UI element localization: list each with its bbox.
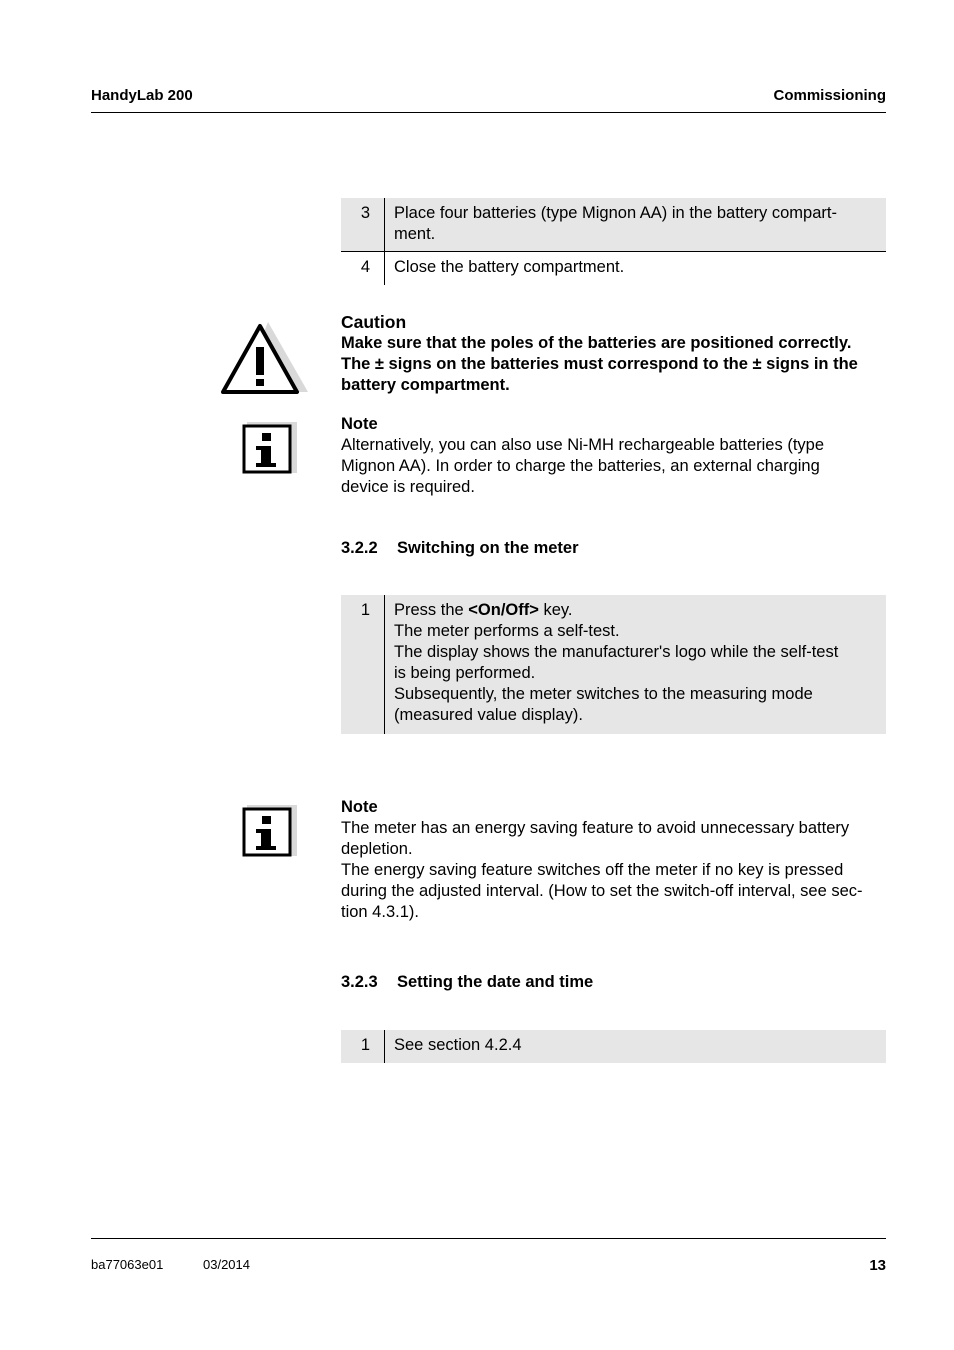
step-text: See section 4.2.4 — [394, 1036, 522, 1054]
note-text: The energy saving feature switches off the meter if no key is pressed — [341, 861, 844, 879]
info-icon — [242, 803, 298, 859]
note-text: Alternatively, you can also use Ni-MH rechargeable batteries (type — [341, 436, 825, 454]
step-number: 4 — [360, 258, 370, 276]
note-label: Note — [341, 798, 378, 816]
note-text: Mignon AA). In order to charge the batteries, an external charging — [341, 457, 820, 475]
info-icon — [242, 420, 298, 476]
step-text: Close the battery compartment. — [394, 258, 625, 276]
table-row — [341, 252, 886, 286]
steps-table-batteries — [341, 198, 886, 285]
step-text-first: Press the <On/Off> key. — [394, 601, 573, 619]
note-text: The meter has an energy saving feature to avoid unnecessary battery — [341, 819, 850, 837]
table-row — [341, 1030, 886, 1063]
warning-triangle-icon — [220, 318, 310, 398]
caution-text: battery compartment. — [341, 376, 510, 394]
key-name: <On/Off> — [468, 601, 539, 619]
footer-date: 03/2014 — [203, 1257, 250, 1272]
table-row — [341, 595, 886, 734]
step-text: (measured value display). — [394, 706, 583, 724]
page-number: 13 — [869, 1257, 886, 1274]
footer-doc-id: ba77063e01 — [91, 1257, 164, 1272]
note-block-batteries — [341, 414, 886, 498]
step-number: 3 — [360, 204, 370, 222]
caution-label: Caution — [341, 312, 407, 332]
note-text: device is required. — [341, 478, 475, 496]
section-title: Switching on the meter — [397, 539, 579, 557]
step-text: ment. — [394, 225, 436, 243]
section-heading-switching-on — [341, 539, 579, 558]
step-text: The display shows the manufacturer's logo while the self-test — [394, 643, 839, 661]
caution-block — [341, 312, 886, 396]
step-text: The meter performs a self-test. — [394, 622, 620, 640]
section-heading-date-time — [341, 973, 593, 992]
steps-table-switching-on — [341, 595, 886, 734]
table-row — [341, 198, 886, 252]
note-block-energy-saving — [341, 797, 886, 923]
section-title: Setting the date and time — [397, 973, 594, 991]
footer-rule — [91, 1238, 886, 1239]
section-number: 3.2.2 — [341, 539, 378, 557]
note-text: depletion. — [341, 840, 413, 858]
step-number: 1 — [360, 601, 370, 619]
section-number: 3.2.3 — [341, 973, 378, 991]
header-chapter: Commissioning — [773, 87, 886, 104]
caution-text: Make sure that the poles of the batteries are positioned correctly. — [341, 334, 852, 352]
note-text: tion 4.3.1). — [341, 903, 419, 921]
note-label: Note — [341, 415, 378, 433]
header-product: HandyLab 200 — [91, 87, 193, 104]
step-text: Place four batteries (type Mignon AA) in the battery compart- — [394, 204, 837, 222]
step-number: 1 — [360, 1036, 370, 1054]
note-text: during the adjusted interval. (How to set the switch-off interval, see sec- — [341, 882, 863, 900]
step-text: is being performed. — [394, 664, 536, 682]
step-text: Subsequently, the meter switches to the measuring mode — [394, 685, 813, 703]
caution-text: The ± signs on the batteries must correspond to the ± signs in the — [341, 355, 858, 373]
header-rule — [91, 112, 886, 113]
steps-table-date-time — [341, 1030, 886, 1063]
